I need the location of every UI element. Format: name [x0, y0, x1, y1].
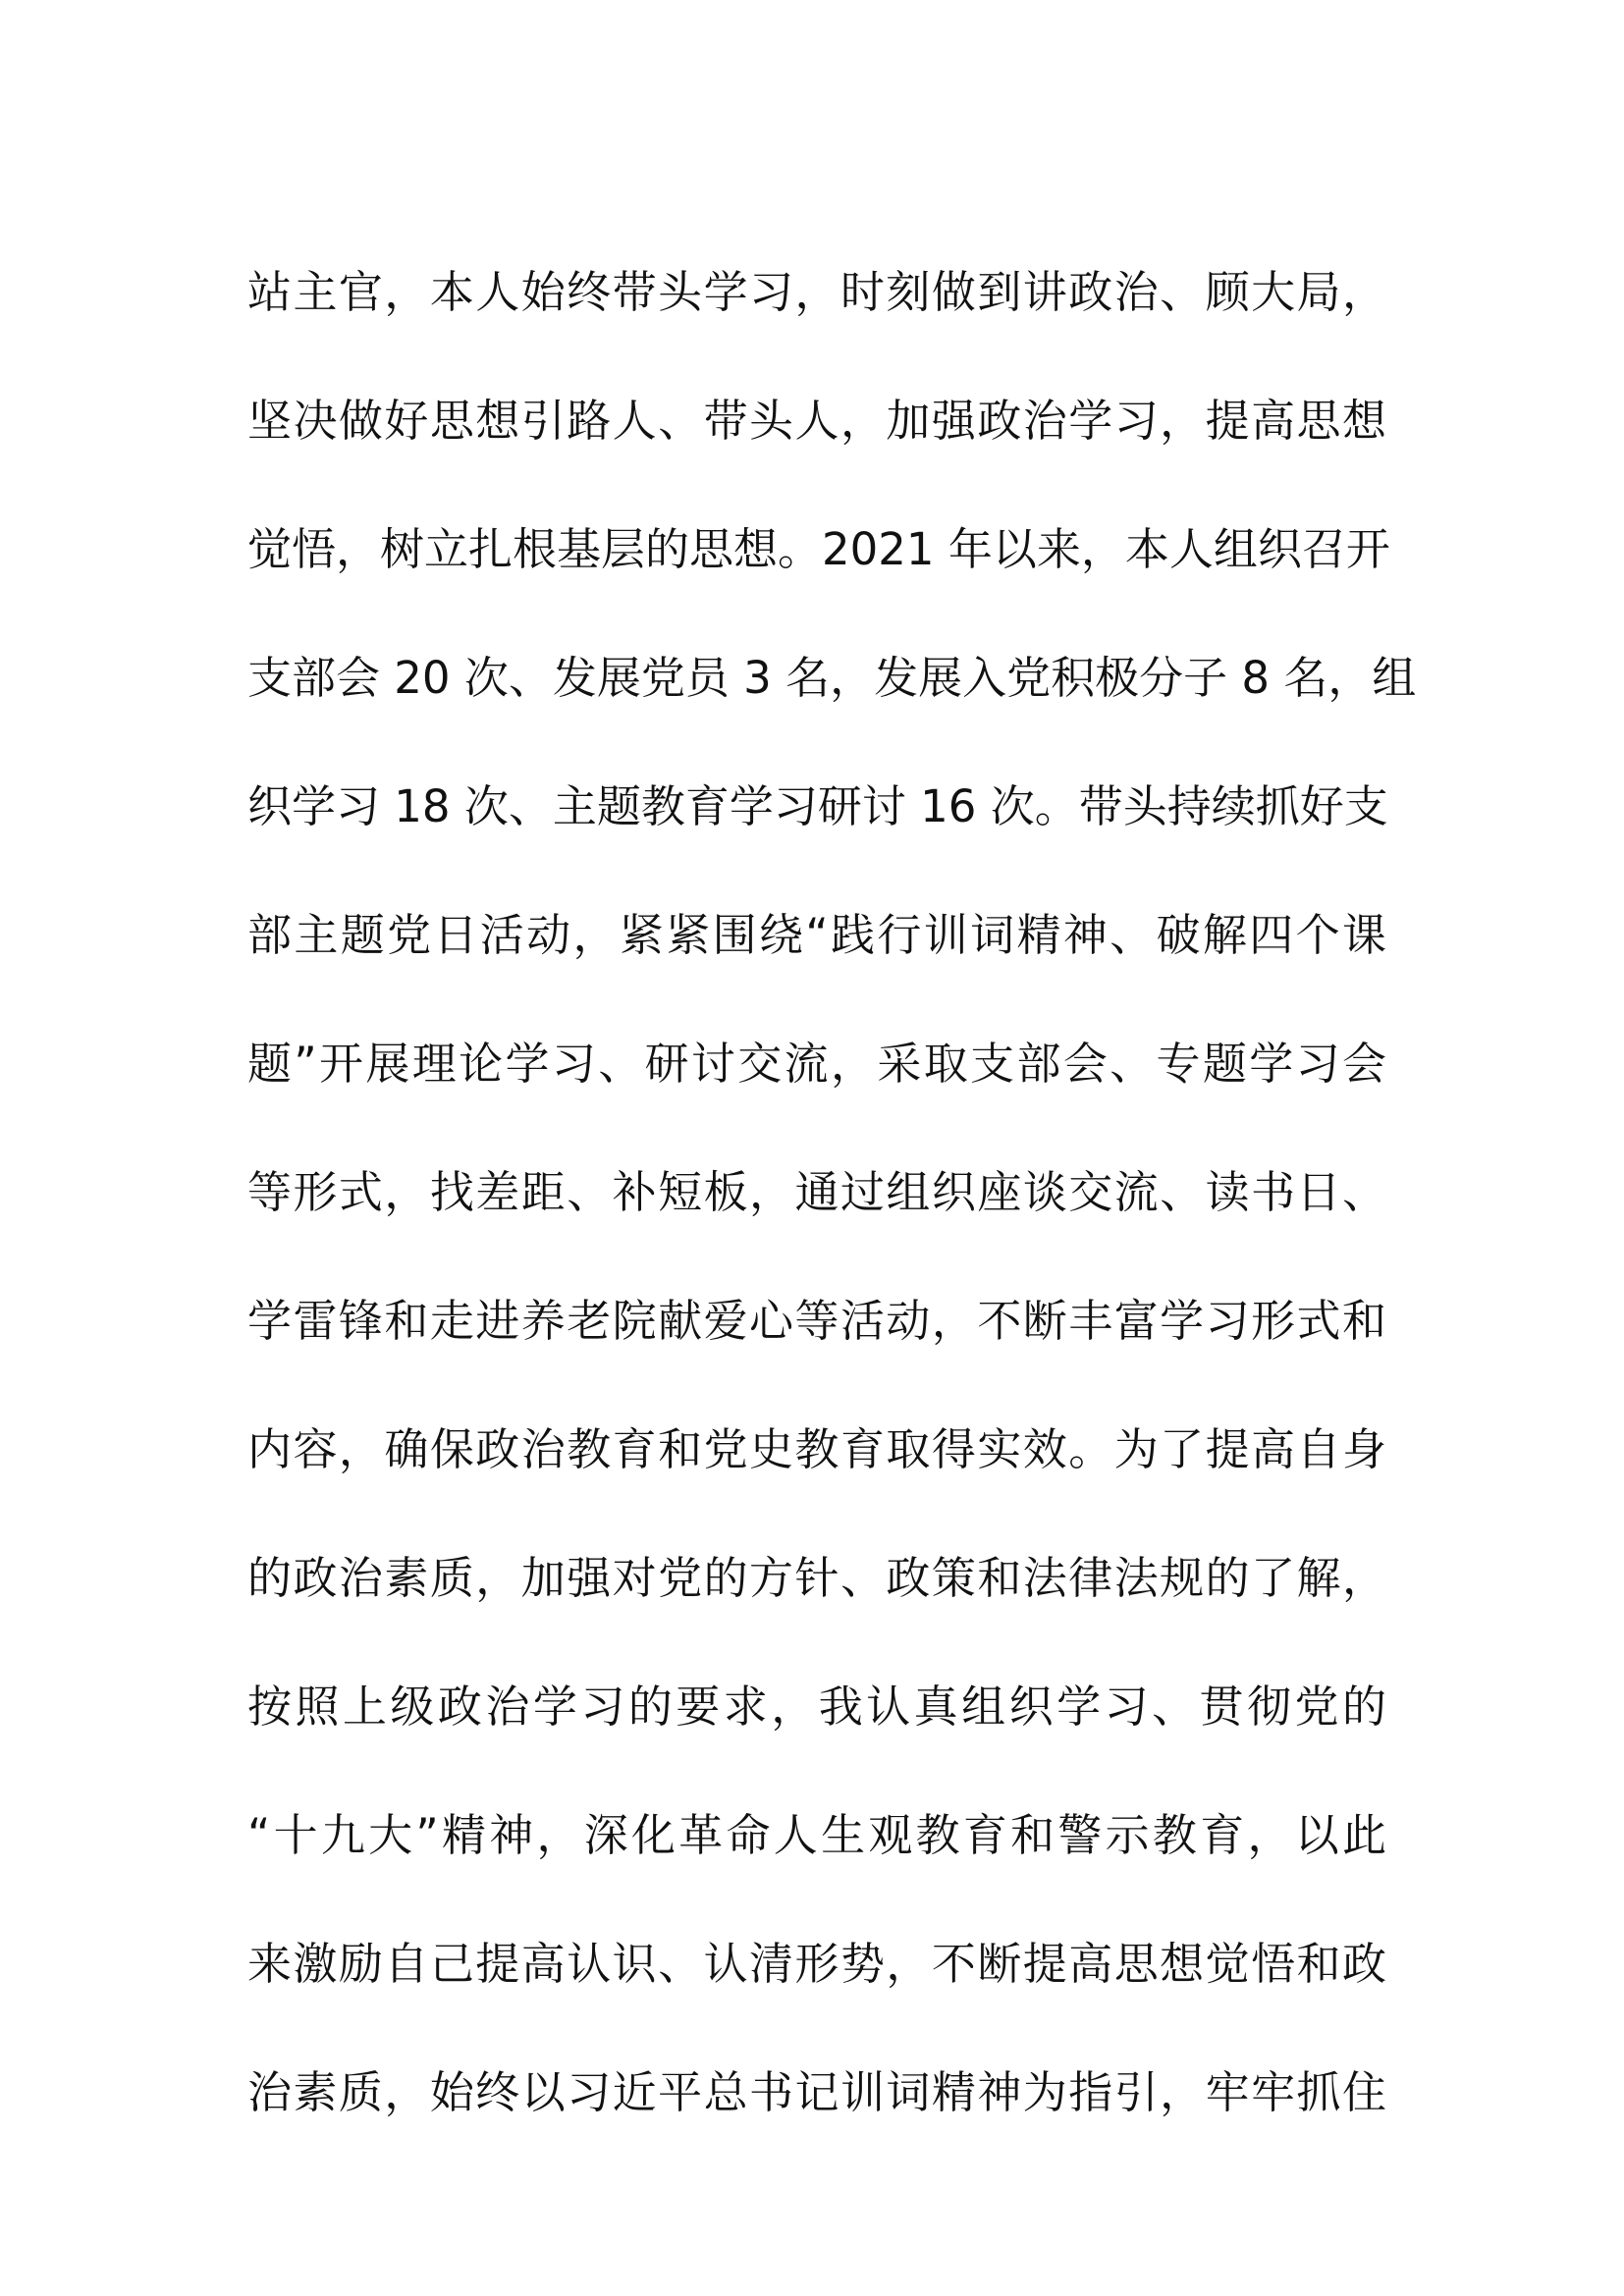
text-line-1: 站主官，本人始终带头学习，时刻做到讲政治、顾大局，	[247, 266, 1386, 318]
text-line-10: 内容，确保政治教育和党史教育取得实效。为了提高自身	[247, 1423, 1386, 1475]
text-line-9: 学雷锋和走进养老院献爱心等活动，不断丰富学习形式和	[247, 1295, 1386, 1347]
text-line-4: 支部会 20 次、发展党员 3 名，发展入党积极分子 8 名，组	[247, 652, 1417, 704]
text-line-3: 觉悟，树立扎根基层的思想。2021 年以来，本人组织召开	[247, 523, 1390, 575]
text-line-8: 等形式，找差距、补短板，通过组织座谈交流、读书日、	[247, 1166, 1386, 1218]
body-text	[247, 228, 1417, 2157]
text-line-11: 的政治素质，加强对党的方针、政策和法律法规的了解，	[247, 1552, 1386, 1604]
text-line-5: 织学习 18 次、主题教育学习研讨 16 次。带头持续抓好支	[247, 780, 1388, 832]
text-line-12: 按照上级政治学习的要求，我认真组织学习、贯彻党的	[247, 1681, 1386, 1733]
text-line-15: 治素质，始终以习近平总书记训词精神为指引，牢牢抓住	[247, 2066, 1386, 2118]
text-line-7: 题”开展理论学习、研讨交流，采取支部会、专题学习会	[247, 1038, 1386, 1090]
text-line-14: 来激励自己提高认识、认清形势，不断提高思想觉悟和政	[247, 1938, 1386, 1990]
text-line-13: “十九大”精神，深化革命人生观教育和警示教育，以此	[247, 1809, 1386, 1861]
text-line-2: 坚决做好思想引路人、带头人，加强政治学习，提高思想	[247, 395, 1386, 447]
text-line-6: 部主题党日活动，紧紧围绕“践行训词精神、破解四个课	[247, 909, 1386, 961]
